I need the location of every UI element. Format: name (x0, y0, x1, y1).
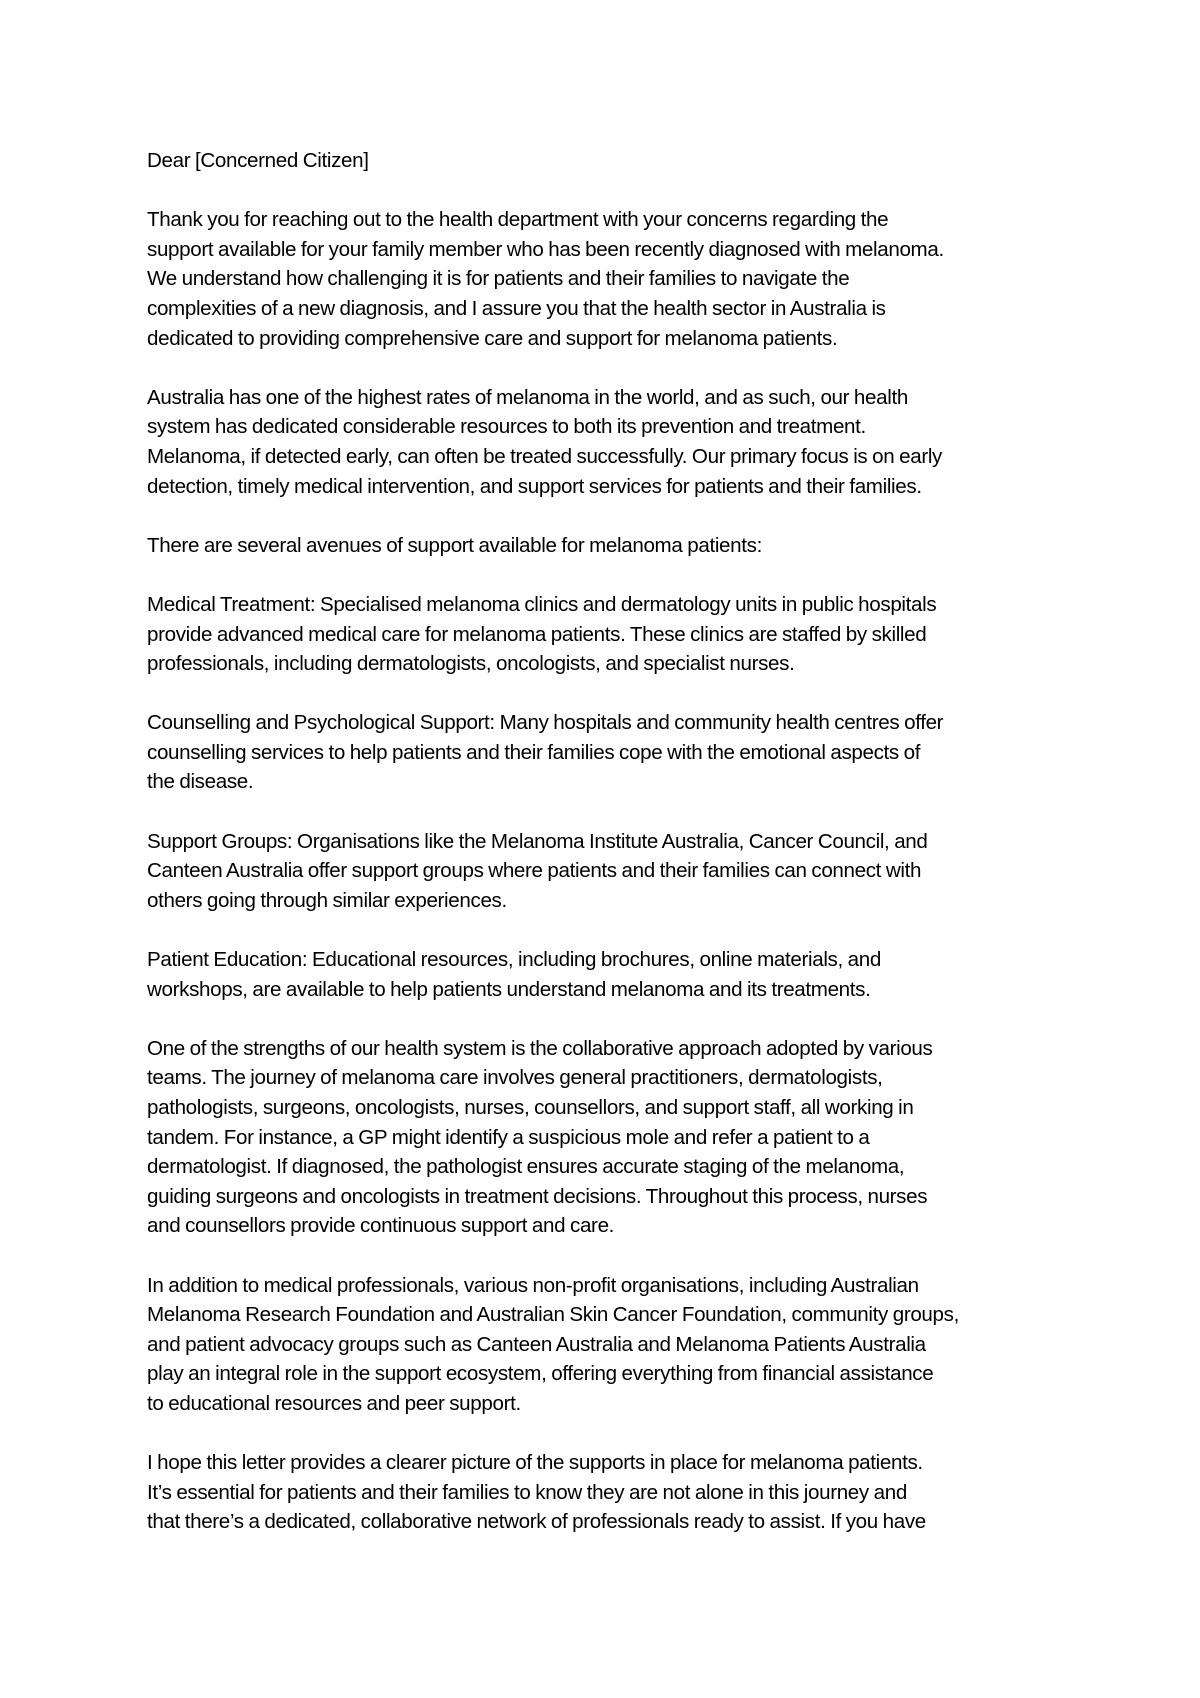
text-line: I hope this letter provides a clearer picture of the supports in place for melanoma patients. (147, 1451, 923, 1475)
text-line: dermatologist. If diagnosed, the pathologist ensures accurate staging of the melanoma, (147, 1155, 905, 1179)
text-line: Canteen Australia offer support groups where patients and their families can connect with (147, 859, 922, 883)
text-line: Support Groups: Organisations like the Melanoma Institute Australia, Cancer Council, and (147, 829, 928, 853)
text-line: play an integral role in the support ecosystem, offering everything from financial assistance (147, 1362, 934, 1386)
text-line: Medical Treatment: Specialised melanoma clinics and dermatology units in public hospitals (147, 592, 937, 616)
paragraph-support-avenues (147, 531, 1082, 561)
text-line: support available for your family member who has been recently diagnosed with melanoma. (147, 237, 944, 261)
paragraph-support-groups (147, 827, 1082, 916)
text-line: dedicated to providing comprehensive care and support for melanoma patients. (147, 326, 838, 350)
paragraph-australia-rates (147, 383, 1082, 501)
paragraph-intro (147, 205, 1082, 353)
text-line: Patient Education: Educational resources, including brochures, online materials, and (147, 948, 881, 972)
text-line: the disease. (147, 770, 254, 794)
text-line: It’s essential for patients and their families to know they are not alone in this journey and (147, 1480, 907, 1504)
text-line: guiding surgeons and oncologists in treatment decisions. Throughout this process, nurses (147, 1184, 928, 1208)
text-line: Australia has one of the highest rates of melanoma in the world, and as such, our health (147, 385, 908, 409)
salutation: Dear [Concerned Citizen] (147, 149, 369, 172)
text-line: Melanoma Research Foundation and Australian Skin Cancer Foundation, community groups, (147, 1303, 959, 1327)
text-line: complexities of a new diagnosis, and I assure you that the health sector in Australia is (147, 296, 886, 320)
text-line: pathologists, surgeons, oncologists, nurses, counsellors, and support staff, all working in (147, 1096, 914, 1119)
text-line: provide advanced medical care for melanoma patients. These clinics are staffed by skilled (147, 622, 927, 646)
text-line: tandem. For instance, a GP might identify a suspicious mole and refer a patient to a (147, 1125, 870, 1149)
text-line: Melanoma, if detected early, can often be treated successfully. Our primary focus is on early (147, 444, 943, 468)
paragraph-collaborative-approach (147, 1034, 1082, 1241)
text-line: others going through similar experiences. (147, 888, 507, 912)
letter-body (147, 146, 1082, 1537)
text-line: workshops, are available to help patients understand melanoma and its treatments. (147, 977, 871, 1001)
text-line: detection, timely medical intervention, and support services for patients and their families. (147, 474, 922, 498)
text-line: Counselling and Psychological Support: Many hospitals and community health centres offer (147, 711, 944, 735)
text-line: to educational resources and peer support. (147, 1391, 521, 1415)
paragraph-patient-education (147, 945, 1082, 1004)
text-line: One of the strengths of our health system is the collaborative approach adopted by various (147, 1036, 933, 1060)
text-line: counselling services to help patients and their families cope with the emotional aspects of (147, 740, 921, 764)
text-line: and counsellors provide continuous support and care. (147, 1214, 615, 1238)
text-line: system has dedicated considerable resources to both its prevention and treatment. (147, 415, 866, 439)
text-line: professionals, including dermatologists, oncologists, and specialist nurses. (147, 652, 795, 676)
text-line: In addition to medical professionals, various non-profit organisations, including Australian (147, 1273, 919, 1297)
paragraph-medical-treatment (147, 590, 1082, 679)
text-line: teams. The journey of melanoma care involves general practitioners, dermatologists, (147, 1066, 883, 1090)
paragraph-non-profit-organisations (147, 1271, 1082, 1419)
text-line: There are several avenues of support available for melanoma patients: (147, 533, 762, 557)
text-line: and patient advocacy groups such as Canteen Australia and Melanoma Patients Australia (147, 1332, 926, 1356)
text-line: We understand how challenging it is for patients and their families to navigate the (147, 267, 850, 291)
paragraph-closing (147, 1448, 1082, 1537)
text-line: that there’s a dedicated, collaborative network of professionals ready to assist. If you have (147, 1510, 926, 1534)
text-line: Thank you for reaching out to the health department with your concerns regarding the (147, 208, 889, 232)
paragraph-counselling (147, 708, 1082, 797)
